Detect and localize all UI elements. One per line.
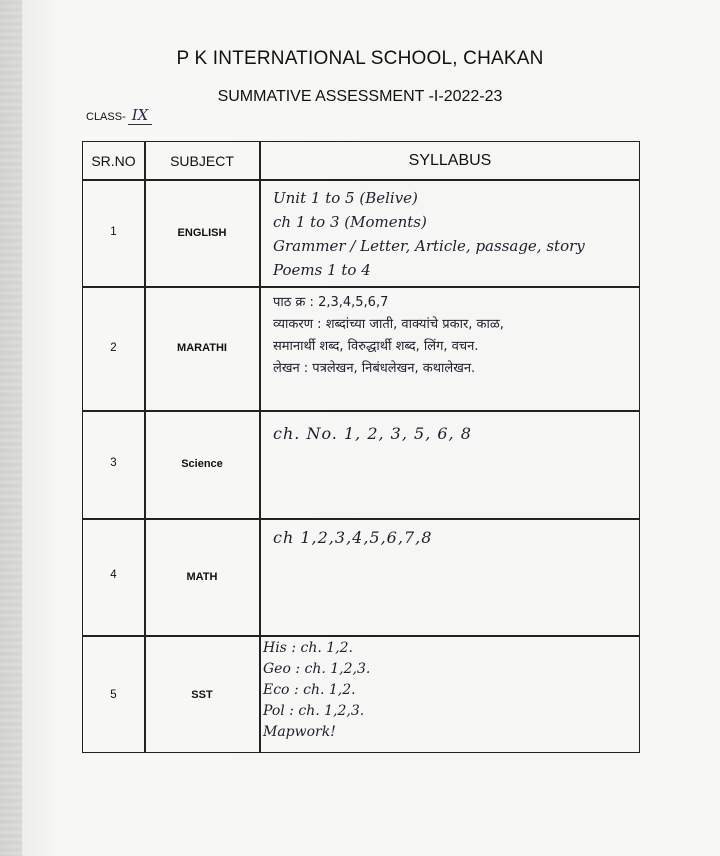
- syllabus-table: [82, 141, 640, 753]
- row-3-syllabus: [273, 422, 472, 446]
- row-4-syllabus: [273, 526, 432, 550]
- syllabus-line: व्याकरण : शब्दांच्या जाती, वाक्यांचे प्रकार, काळ,: [273, 317, 504, 332]
- header-sr-no: SR.NO: [91, 153, 136, 169]
- syllabus-line: लेखन : पत्रलेखन, निबंधलेखन, कथालेखन.: [273, 361, 476, 376]
- class-label: CLASS-: [86, 111, 126, 123]
- row-4-sr-no: 4: [110, 569, 117, 581]
- syllabus-line: ch 1,2,3,4,5,6,7,8: [273, 528, 433, 547]
- syllabus-line: ch 1 to 3 (Moments): [273, 213, 427, 231]
- syllabus-line: समानार्थी शब्द, विरुद्धार्थी शब्द, लिंग, वचन.: [273, 339, 479, 354]
- class-field: [86, 106, 152, 124]
- syllabus-line: His : ch. 1,2.: [263, 640, 353, 656]
- row-divider: [83, 635, 639, 637]
- syllabus-line: Eco : ch. 1,2.: [263, 682, 356, 698]
- row-5-subject: SST: [191, 689, 213, 701]
- row-divider: [83, 410, 639, 412]
- row-2-syllabus: [273, 292, 504, 380]
- column-divider: [259, 142, 261, 752]
- row-1-sr-no: 1: [110, 226, 117, 238]
- row-3-sr-no: 3: [110, 457, 117, 469]
- row-2-sr-no: 2: [110, 342, 117, 354]
- row-2-subject: MARATHI: [177, 342, 227, 354]
- syllabus-line: पाठ क्र : 2,3,4,5,6,7: [273, 295, 389, 310]
- syllabus-line: Geo : ch. 1,2,3.: [263, 661, 371, 677]
- syllabus-line: Grammer / Letter, Article, passage, story: [273, 237, 585, 255]
- row-divider: [83, 518, 639, 520]
- exam-title: SUMMATIVE ASSESSMENT -I-2022-23: [217, 88, 503, 105]
- row-4-subject: MATH: [186, 571, 218, 583]
- row-3-subject: Science: [181, 458, 223, 470]
- row-1-syllabus: [273, 186, 585, 282]
- row-5-sr-no: 5: [110, 689, 117, 701]
- row-5-syllabus: [263, 638, 370, 743]
- syllabus-line: Unit 1 to 5 (Belive): [273, 189, 418, 207]
- class-value: IX: [128, 106, 153, 125]
- row-1-subject: ENGLISH: [177, 227, 227, 239]
- syllabus-line: Mapwork!: [263, 724, 336, 740]
- header-syllabus: SYLLABUS: [408, 152, 492, 169]
- header-subject: SUBJECT: [170, 153, 234, 169]
- syllabus-line: Pol : ch. 1,2,3.: [263, 703, 365, 719]
- school-name: P K INTERNATIONAL SCHOOL, CHAKAN: [176, 48, 544, 69]
- syllabus-line: Poems 1 to 4: [273, 261, 371, 279]
- paper-edge-shadow: [0, 0, 22, 856]
- syllabus-line: ch. No. 1, 2, 3, 5, 6, 8: [273, 424, 472, 443]
- row-divider: [83, 286, 639, 288]
